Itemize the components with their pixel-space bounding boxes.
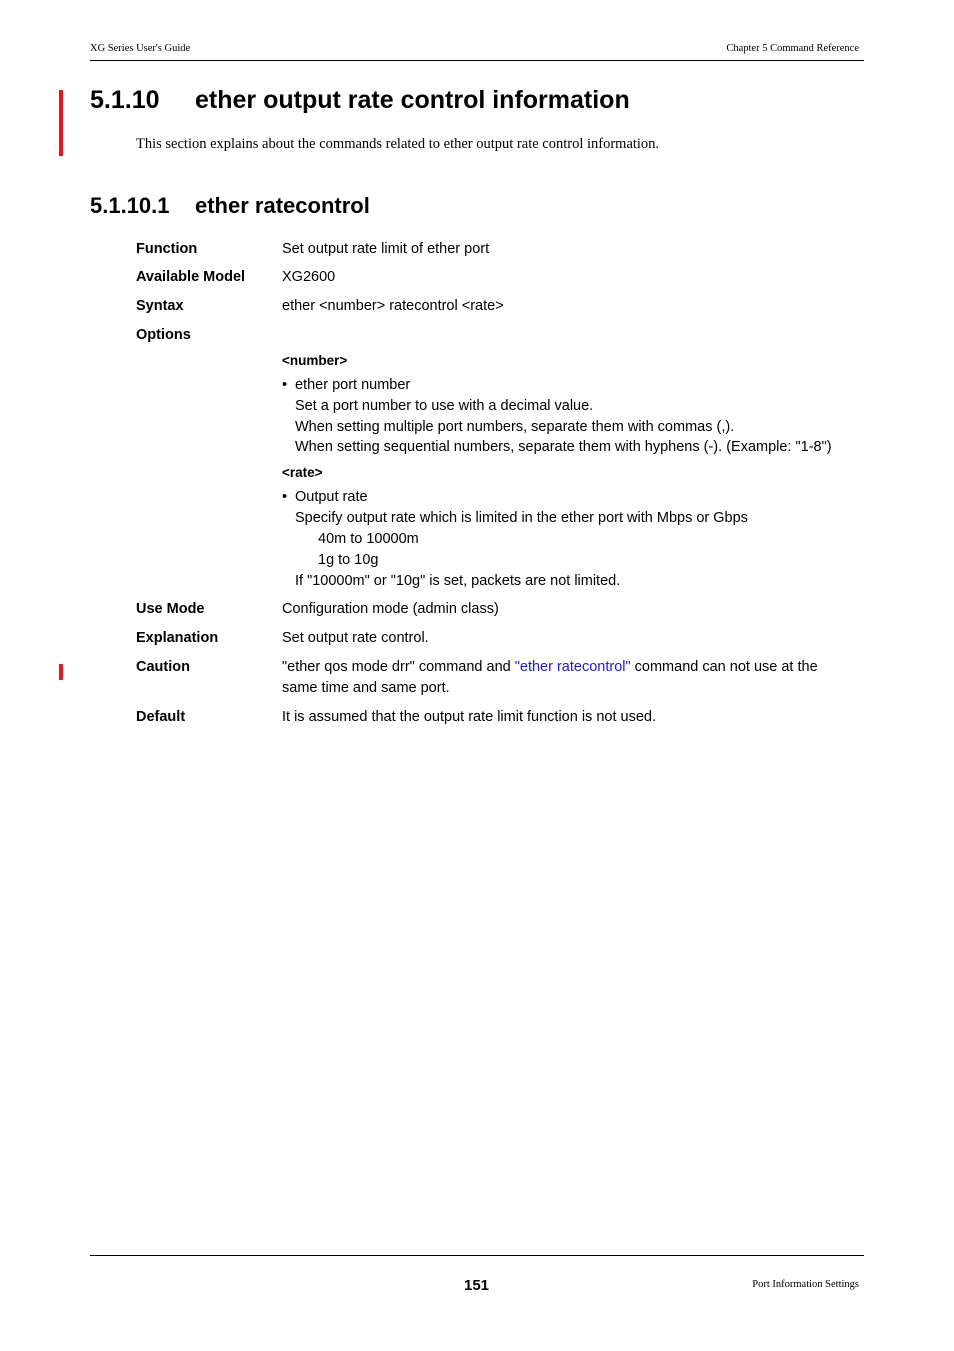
syntax-label: Syntax xyxy=(136,298,184,314)
section-heading xyxy=(90,86,630,115)
bullet-icon: • xyxy=(282,377,288,393)
option-number-line: When setting sequential numbers, separate them with hyphens (-). (Example: "1-8") xyxy=(295,439,832,455)
running-header-left: XG Series User's Guide xyxy=(90,43,191,54)
header-rule xyxy=(90,60,864,61)
options-label: Options xyxy=(136,327,191,343)
subsection-title: ether ratecontrol xyxy=(195,193,370,218)
running-footer-right: Port Information Settings xyxy=(752,1279,859,1290)
option-number-name: <number> xyxy=(282,353,348,368)
caution-value xyxy=(282,657,818,699)
caution-text: "ether qos mode drr" command and xyxy=(282,659,515,675)
explanation-value: Set output rate control. xyxy=(282,630,429,646)
default-label: Default xyxy=(136,709,186,725)
explanation-label: Explanation xyxy=(136,630,219,646)
default-value: It is assumed that the output rate limit function is not used. xyxy=(282,709,656,725)
subsection-number: 5.1.10.1 xyxy=(90,193,170,218)
footer-rule xyxy=(90,1255,864,1256)
use-mode-value: Configuration mode (admin class) xyxy=(282,601,499,617)
use-mode-label: Use Mode xyxy=(136,601,205,617)
ether-ratecontrol-link[interactable]: "ether ratecontrol" xyxy=(514,659,631,675)
available-model-label: Available Model xyxy=(136,269,246,285)
change-bar xyxy=(59,90,63,156)
option-rate-range: 1g to 10g xyxy=(318,552,379,568)
option-rate-line: Specify output rate which is limited in the ether port with Mbps or Gbps xyxy=(295,510,748,526)
change-bar xyxy=(59,664,63,680)
subsection-heading xyxy=(90,193,370,219)
option-rate-note: If "10000m" or "10g" is set, packets are not limited. xyxy=(295,573,621,589)
section-number: 5.1.10 xyxy=(90,86,160,114)
section-intro: This section explains about the commands related to ether output rate control information. xyxy=(136,136,660,152)
option-rate-bullet-text: Output rate xyxy=(295,489,368,505)
option-rate-bullet xyxy=(282,487,368,508)
option-number-bullet-text: ether port number xyxy=(295,377,411,393)
bullet-icon: • xyxy=(282,489,288,505)
option-rate-range: 40m to 10000m xyxy=(318,531,419,547)
available-model-value: XG2600 xyxy=(282,269,336,285)
section-title: ether output rate control information xyxy=(195,86,630,114)
caution-label: Caution xyxy=(136,659,190,675)
option-number-line: When setting multiple port numbers, separate them with commas (,). xyxy=(295,419,735,435)
page-number: 151 xyxy=(464,1277,490,1294)
running-header-right: Chapter 5 Command Reference xyxy=(726,43,859,54)
option-number-line: Set a port number to use with a decimal value. xyxy=(295,398,594,414)
syntax-value: ether <number> ratecontrol <rate> xyxy=(282,298,504,314)
function-label: Function xyxy=(136,241,198,257)
option-rate-name: <rate> xyxy=(282,465,323,480)
function-value: Set output rate limit of ether port xyxy=(282,241,490,257)
caution-text: command can not use at the xyxy=(630,659,818,675)
caution-text-line2: same time and same port. xyxy=(282,680,450,696)
option-number-bullet xyxy=(282,375,410,396)
